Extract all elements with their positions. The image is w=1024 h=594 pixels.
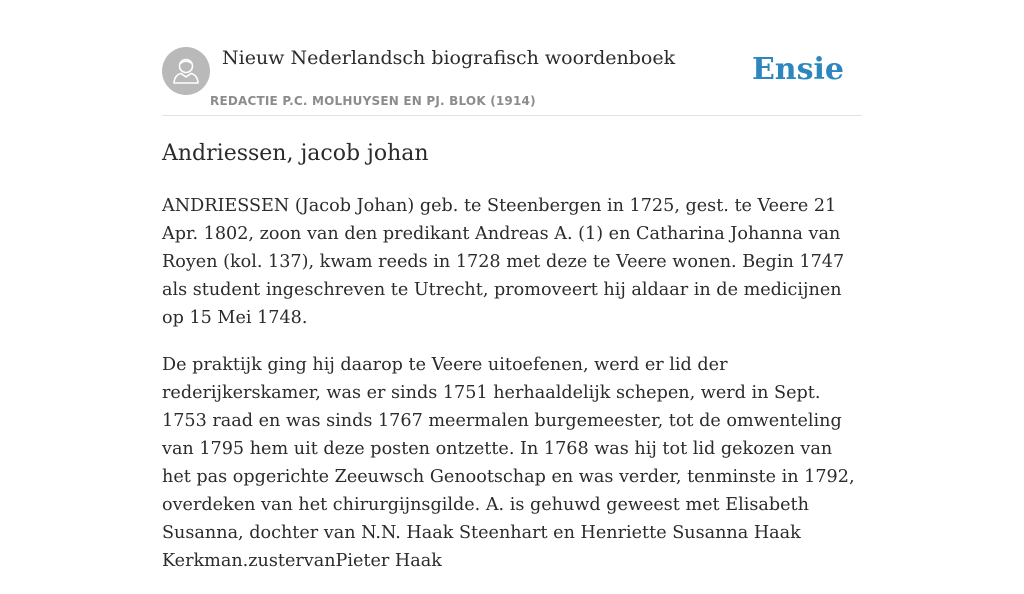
article-paragraph: De praktijk ging hij daarop te Veere uitoefenen, werd er lid der rederijkerskamer, was er sinds 1751 herhaaldelijk schepen, werd in Sept. 1753 raad en was sinds 1767 meermalen burgemeester, tot de omwenteling van 1795 hem uit deze posten ontzette. In 1768 was hij tot lid gekozen van het pas opgerichte Zeeuwsch Genootschap en was verder, tenminste in 1792, overdeken van het chirurgijnsgilde. A. is gehuwd geweest met Elisabeth Susanna, dochter van N.N. Haak Steenhart en Henriette Susanna Haak Kerkman.zustervanPieter Haak — [162, 355, 855, 571]
editors-line: REDACTIE P.C. MOLHUYSEN EN PJ. BLOK (1914) — [210, 94, 536, 108]
ensie-logo[interactable]: Ensie — [751, 52, 844, 87]
article-title: Andriessen, jacob johan — [162, 141, 429, 166]
header — [162, 0, 862, 116]
article-paragraph: ANDRIESSEN (Jacob Johan) geb. te Steenbergen in 1725, gest. te Veere 21 Apr. 1802, zoon van den predikant Andreas A. (1) en Catharina Johanna van Royen (kol. 137), kwam reeds in 1728 met deze te Veere wonen. Begin 1747 als student ingeschreven te Utrecht, promoveert hij aldaar in de medicijnen op 15 Mei 1748. — [162, 196, 845, 328]
book-title[interactable]: Nieuw Nederlandsch biografisch woordenboek — [222, 47, 676, 69]
article-body — [162, 192, 866, 594]
avatar — [162, 47, 210, 95]
user-silhouette-icon — [162, 47, 210, 95]
